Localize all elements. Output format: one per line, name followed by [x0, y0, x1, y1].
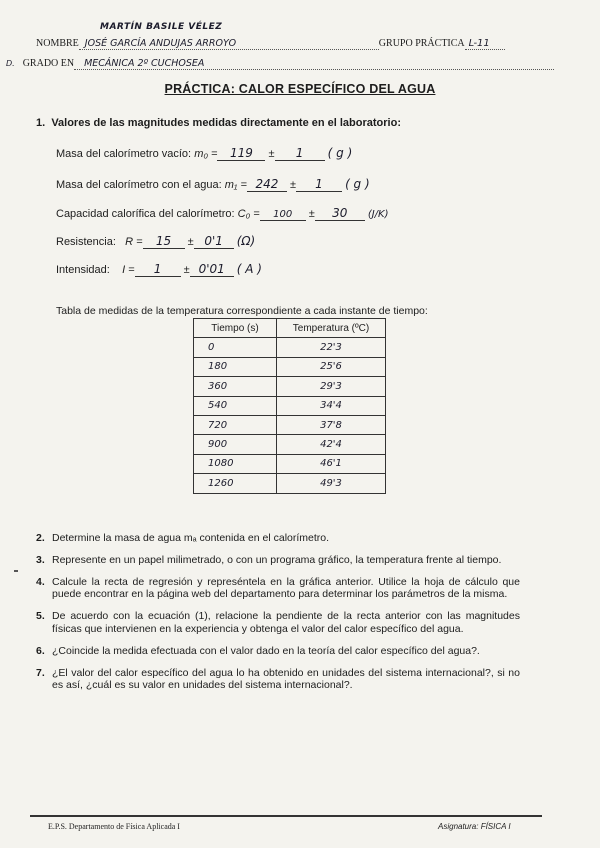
measure-error: 0'1	[194, 234, 234, 249]
nombre-label: NOMBRE	[36, 38, 79, 49]
measure-unit: ( A )	[236, 262, 262, 276]
section-1-text: Valores de las magnitudes medidas directamente en el laboratorio:	[51, 117, 401, 129]
temperature-table	[193, 318, 386, 494]
question-number: 2.	[36, 532, 45, 544]
measure-error: 30	[315, 206, 365, 221]
measure-row-m0	[56, 146, 352, 161]
page-title: PRÁCTICA: CALOR ESPECÍFICO DEL AGUA	[164, 82, 436, 96]
table-row	[194, 454, 386, 473]
plus-minus: ±	[268, 148, 275, 160]
grado-field	[6, 58, 576, 70]
question-text: De acuerdo con la ecuación (1), relacione la pendiente de la recta anterior con las magnitudes físicas que intervienen en la experiencia y obtenga el valor del calor específico del agua.	[52, 610, 520, 635]
grado-prefix: D.	[6, 59, 15, 68]
temp-cell: 42'4	[277, 435, 386, 454]
question-item	[36, 576, 520, 602]
time-cell: 0	[194, 338, 277, 357]
measure-unit: ( g )	[345, 177, 370, 191]
nombre-value: JOSÉ GARCÍA ANDUJAS ARROYO	[84, 38, 237, 49]
question-text: ¿El valor del calor específico del agua lo ha obtenido en unidades del sistema internacional?, si no es así, ¿cuál es su valor en unidades del sistema internacional?.	[52, 666, 520, 692]
footer-department: E.P.S. Departamento de Física Aplicada I	[48, 822, 180, 831]
question-item	[36, 610, 520, 636]
question-number: 6.	[36, 644, 45, 657]
margin-mark	[14, 570, 18, 572]
time-cell: 1260	[194, 474, 277, 493]
measure-unit: ( g )	[327, 146, 353, 160]
measure-symbol: R =	[125, 236, 143, 248]
temp-cell: 22'3	[277, 338, 386, 357]
plus-minus: ±	[187, 236, 194, 248]
plus-minus: ±	[183, 264, 190, 276]
question-number: 5.	[36, 610, 45, 623]
question-text: Determine la masa de agua mₐ contenida en el calorímetro.	[52, 532, 330, 544]
time-cell: 720	[194, 415, 277, 434]
measure-unit: (J/K)	[367, 209, 389, 220]
time-cell: 900	[194, 435, 277, 454]
question-list	[36, 532, 520, 701]
question-item	[36, 532, 520, 545]
measure-row-i	[56, 262, 262, 277]
time-cell: 1080	[194, 454, 277, 473]
question-number: 7.	[36, 666, 45, 679]
measure-symbol: I =	[122, 264, 135, 276]
table-row	[194, 377, 386, 396]
nombre-field	[36, 38, 576, 50]
header-temperature: Temperatura (ºC)	[277, 319, 386, 338]
measure-row-c0	[56, 206, 389, 221]
table-row	[194, 338, 386, 357]
question-text: Calcule la recta de regresión y represéntela en la gráfica anterior. Utilice la hoja de cálculo que puede encontrar en la página web del departamento para determinar los parámetros de la misma.	[52, 575, 520, 601]
grupo-value: L-11	[468, 38, 490, 49]
question-item	[36, 667, 520, 693]
measure-symbol: m₁ =	[224, 179, 247, 191]
measure-value: 1	[135, 262, 181, 277]
measure-value: 242	[247, 177, 287, 192]
grado-value: MECÁNICA 2º CUCHOSEA	[84, 58, 205, 69]
temp-cell: 49'3	[277, 474, 386, 493]
plus-minus: ±	[308, 208, 315, 220]
handwritten-name-top: MARTÍN BASILE VÉLEZ	[100, 22, 223, 32]
grupo-label: GRUPO PRÁCTICA	[378, 38, 465, 49]
table-row	[194, 357, 386, 376]
time-cell: 360	[194, 377, 277, 396]
measure-unit: (Ω)	[236, 234, 256, 248]
measure-label: Masa del calorímetro con el agua:	[56, 179, 222, 191]
measure-label: Capacidad calorífica del calorímetro:	[56, 208, 235, 220]
footer-divider	[30, 815, 542, 817]
question-item	[36, 645, 520, 658]
question-item	[36, 554, 520, 567]
measure-row-m1	[56, 177, 370, 192]
question-text: Represente en un papel milimetrado, o con un programa gráfico, la temperatura frente al tiempo.	[52, 553, 502, 566]
question-number: 4.	[36, 575, 45, 588]
question-number: 3.	[36, 553, 45, 566]
measure-value: 119	[217, 146, 265, 161]
temp-cell: 25'6	[277, 357, 386, 376]
question-text: ¿Coincide la medida efectuada con el valor dado en la teoría del calor específico del agua?.	[52, 644, 480, 657]
measure-label: Masa del calorímetro vacío:	[56, 148, 192, 160]
grado-label: GRADO EN	[22, 58, 75, 69]
table-row	[194, 474, 386, 493]
temp-cell: 34'4	[277, 396, 386, 415]
time-cell: 180	[194, 357, 277, 376]
measure-error: 1	[275, 146, 325, 161]
temp-cell: 46'1	[277, 454, 386, 473]
measure-value: 100	[260, 209, 306, 221]
time-cell: 540	[194, 396, 277, 415]
table-row	[194, 435, 386, 454]
measure-symbol: C₀ =	[237, 208, 260, 220]
measure-label: Resistencia:	[56, 236, 116, 248]
table-caption: Tabla de medidas de la temperatura correspondiente a cada instante de tiempo:	[56, 305, 428, 317]
temp-cell: 29'3	[277, 377, 386, 396]
measure-value: 15	[143, 234, 185, 249]
measure-error: 1	[296, 177, 342, 192]
header-time: Tiempo (s)	[194, 319, 277, 338]
table-row	[194, 396, 386, 415]
measure-symbol: m₀ =	[194, 148, 218, 160]
measure-error: 0'01	[190, 262, 234, 277]
temp-cell: 37'8	[277, 415, 386, 434]
section-1-heading	[36, 117, 401, 129]
table-header-row	[194, 319, 386, 338]
footer-subject: Asignatura: FÍSICA I	[438, 822, 511, 831]
measure-row-r	[56, 234, 255, 249]
section-1-number: 1.	[36, 117, 46, 129]
plus-minus: ±	[289, 179, 296, 191]
measure-label: Intensidad:	[56, 264, 110, 276]
table-row	[194, 415, 386, 434]
